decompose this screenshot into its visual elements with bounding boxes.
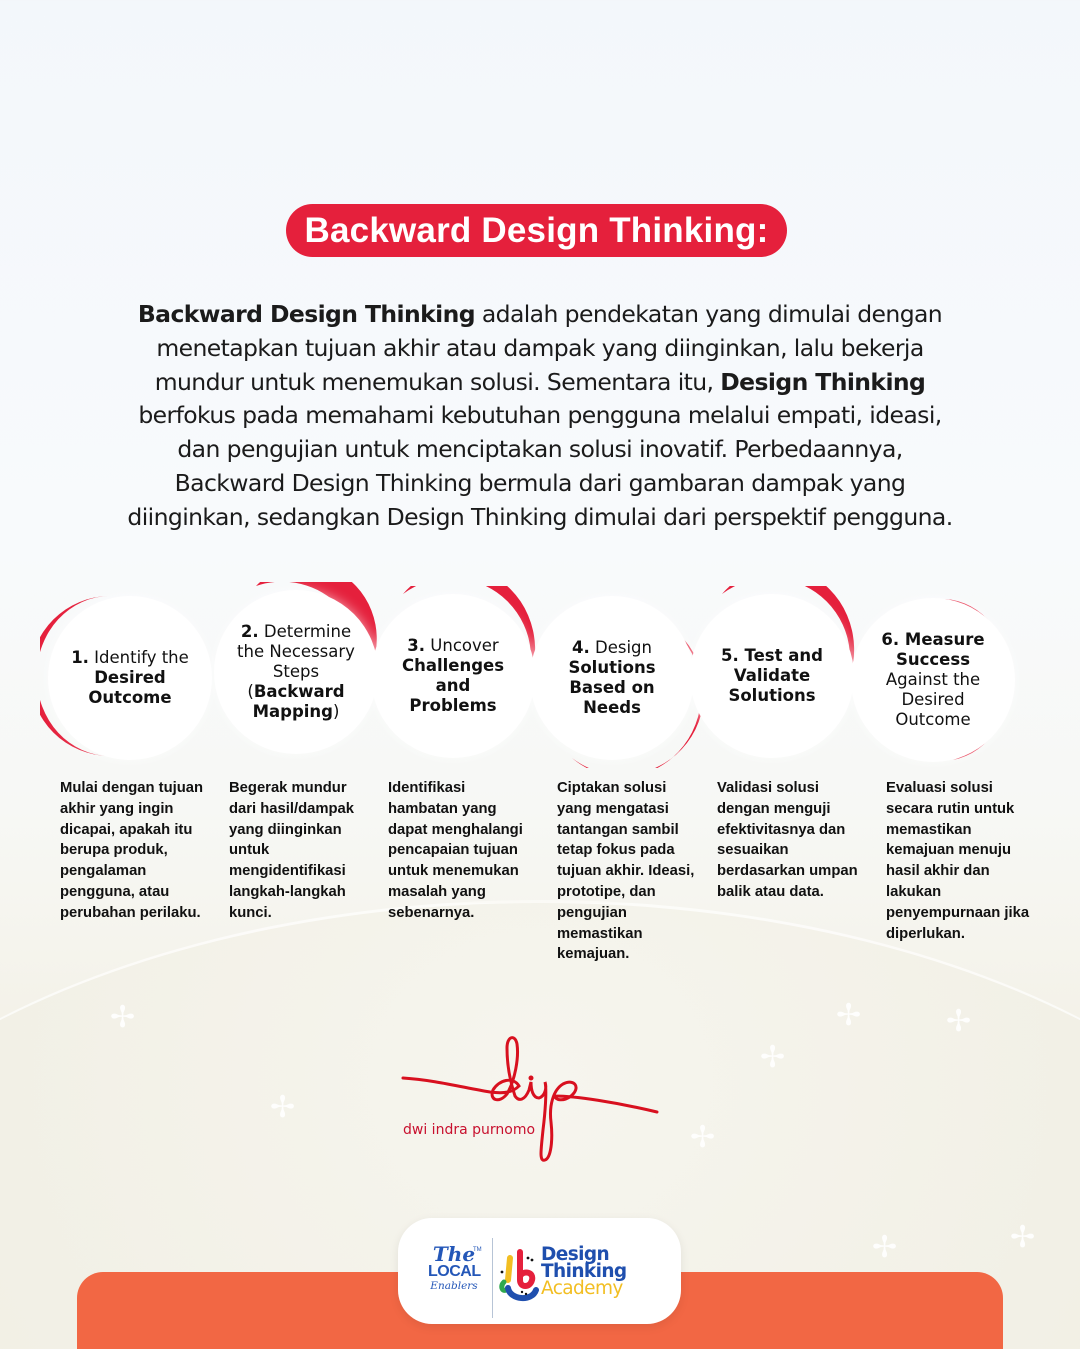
page-title: Backward Design Thinking: bbox=[304, 210, 769, 250]
intro-text-2: berfokus pada memahami kebutuhan pengguna melalui empati, ideasi, dan pengujian untuk menciptakan solusi inovatif. Perbedaannya, Backward Design Thinking bermula dari gambaran dampak yang diinginkan, sedangkan Design Thinking dimulai dari perspektif pengguna. bbox=[127, 401, 953, 531]
intro-bold-term-1: Backward Design Thinking bbox=[137, 300, 475, 328]
step-circle-6 bbox=[851, 598, 1015, 762]
step-title-1: 1. Identify the Desired Outcome bbox=[71, 648, 189, 707]
step-description-3: Identifikasi hambatan yang dapat menghalangi pencapaian tujuan untuk menemukan masalah yang sebenarnya. bbox=[388, 780, 523, 921]
design-thinking-academy-hand-icon bbox=[498, 1244, 542, 1304]
flower-decoration-icon: ✢ bbox=[946, 1005, 972, 1038]
flower-decoration-icon: ✢ bbox=[760, 1041, 786, 1074]
step-title-4: 4. Design Solutions Based on Needs bbox=[568, 638, 656, 717]
step-circle-2 bbox=[214, 590, 378, 754]
flower-decoration-icon: ✢ bbox=[270, 1091, 296, 1124]
step-description-5: Validasi solusi dengan menguji efektivitasnya dan sesuaikan berdasarkan umpan balik atau data. bbox=[717, 780, 858, 900]
step-title-3: 3. Uncover Challenges and Problems bbox=[401, 636, 505, 715]
step-title-5: 5. Test and Validate Solutions bbox=[721, 646, 823, 705]
flower-decoration-icon: ✢ bbox=[690, 1121, 716, 1154]
step-description-6: Evaluasi solusi secara rutin untuk memastikan kemajuan menuju hasil akhir dan lakukan penyempurnaan jika diperlukan. bbox=[886, 780, 1030, 942]
step-circle-1 bbox=[48, 596, 212, 760]
the-local-enablers-logo: The LOCAL Enablers bbox=[428, 1242, 481, 1292]
flower-decoration-icon: ✢ bbox=[110, 1001, 136, 1034]
signature-name: dwi indra purnomo bbox=[403, 1122, 536, 1138]
signature-logo-icon bbox=[395, 1030, 665, 1170]
title-badge bbox=[286, 204, 787, 257]
step-title-2: 2. Determine the Necessary Steps (Backward Mapping) bbox=[237, 622, 355, 721]
step-description-4: Ciptakan solusi yang mengatasi tantangan sambil tetap fokus pada tujuan akhir. Ideasi, prototipe, dan pengujian memastikan kemajuan. bbox=[557, 780, 695, 963]
flower-decoration-icon: ✢ bbox=[1010, 1221, 1036, 1254]
design-thinking-academy-logo: Design Thinking Academy bbox=[541, 1244, 627, 1299]
intro-paragraph bbox=[120, 298, 960, 535]
step-description-2: Begerak mundur dari hasil/dampak yang diinginkan untuk mengidentifikasi langkah-langkah kunci. bbox=[229, 780, 355, 921]
step-circle-4 bbox=[530, 596, 694, 760]
step-circle-5 bbox=[690, 594, 854, 758]
step-description-1: Mulai dengan tujuan akhir yang ingin dicapai, apakah itu berupa produk, pengalaman pengguna, atau perubahan perilaku. bbox=[60, 780, 204, 921]
logo-divider bbox=[492, 1238, 493, 1318]
flower-decoration-icon: ✢ bbox=[872, 1231, 898, 1264]
intro-text-1: adalah pendekatan yang dimulai dengan menetapkan tujuan akhir atau dampak yang diinginkan, lalu bekerja mundur untuk menemukan solusi. Sementara itu, bbox=[154, 300, 943, 396]
step-title-6: 6. Measure Success Against the Desired Outcome bbox=[881, 630, 985, 729]
step-circle-3 bbox=[371, 594, 535, 758]
intro-bold-term-2: Design Thinking bbox=[720, 367, 926, 396]
flower-decoration-icon: ✢ bbox=[836, 999, 862, 1032]
trademark-mark: TM bbox=[473, 1247, 482, 1253]
